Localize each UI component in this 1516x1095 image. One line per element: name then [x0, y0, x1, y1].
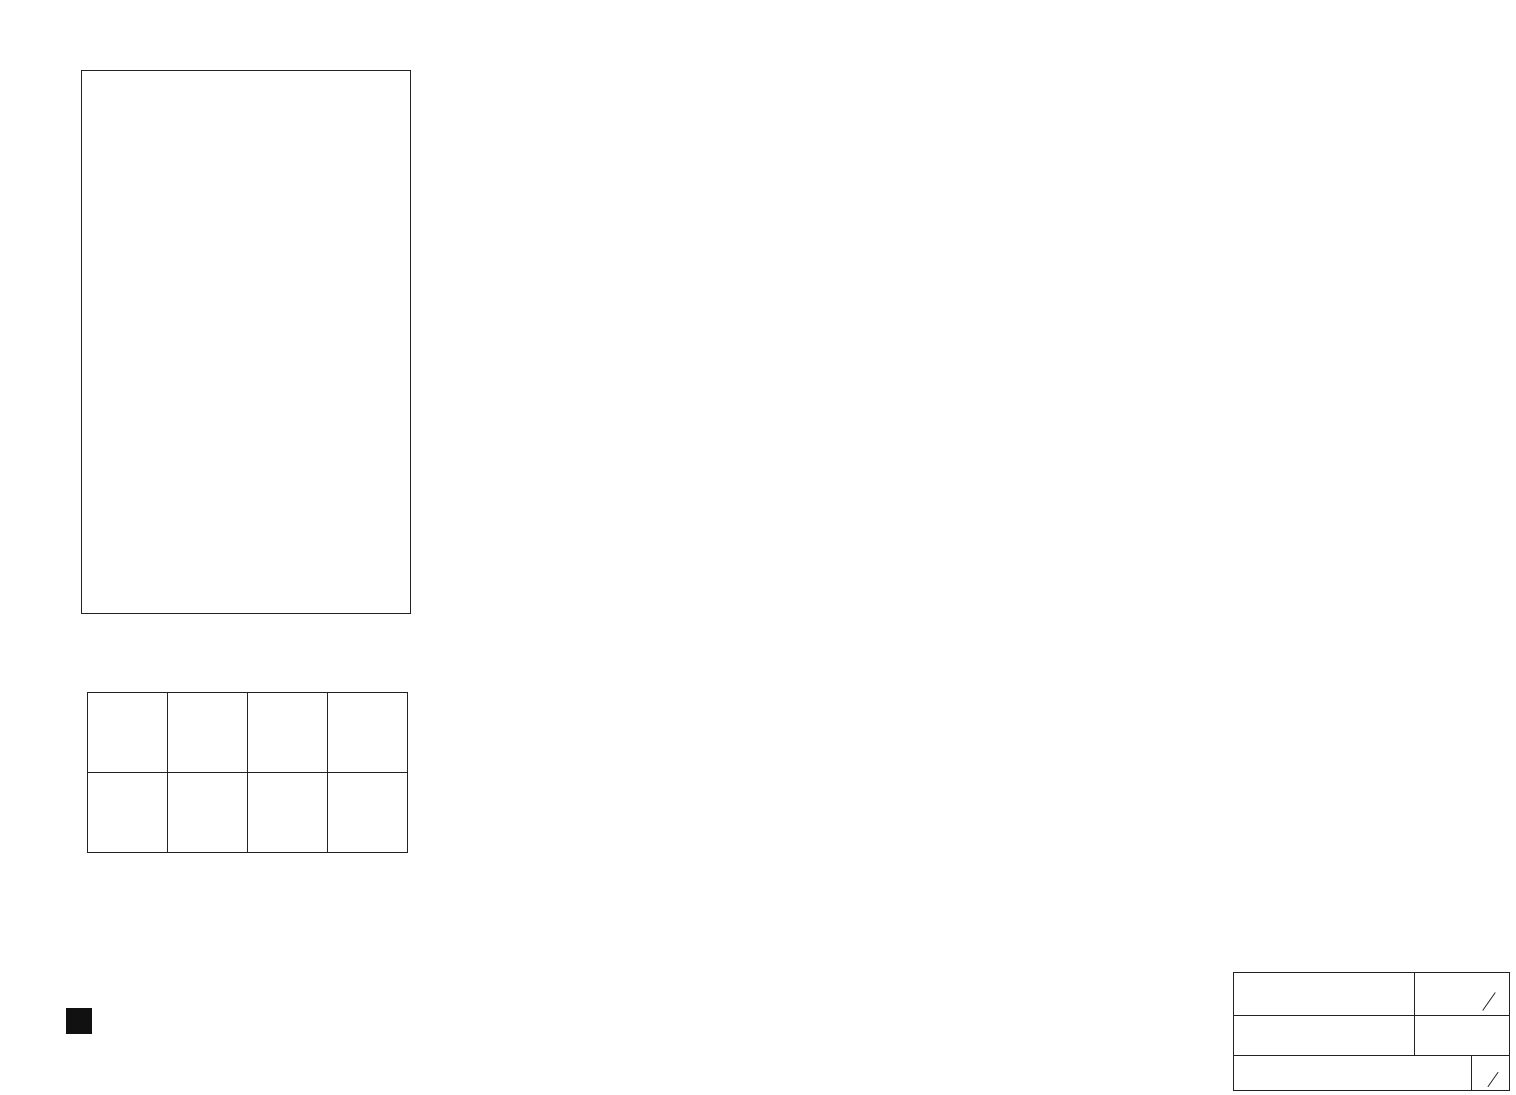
- axis-header-1: [88, 693, 168, 773]
- axis-layout-title: [172, 902, 332, 904]
- axis-header-4: [328, 693, 408, 773]
- axis-value-4: [328, 773, 408, 853]
- axis-value-1: [88, 773, 168, 853]
- filled-square-icon: [66, 1008, 92, 1034]
- axis-value-3: [248, 773, 328, 853]
- sheet-slash: [1487, 1072, 1498, 1087]
- pcb-board: [81, 70, 411, 614]
- title-block: [1233, 972, 1510, 1091]
- axis-value-2: [168, 773, 248, 853]
- axis-header-2: [168, 693, 248, 773]
- axis-table: [87, 692, 408, 853]
- axis-header-3: [248, 693, 328, 773]
- switch-legend: [66, 1008, 169, 1036]
